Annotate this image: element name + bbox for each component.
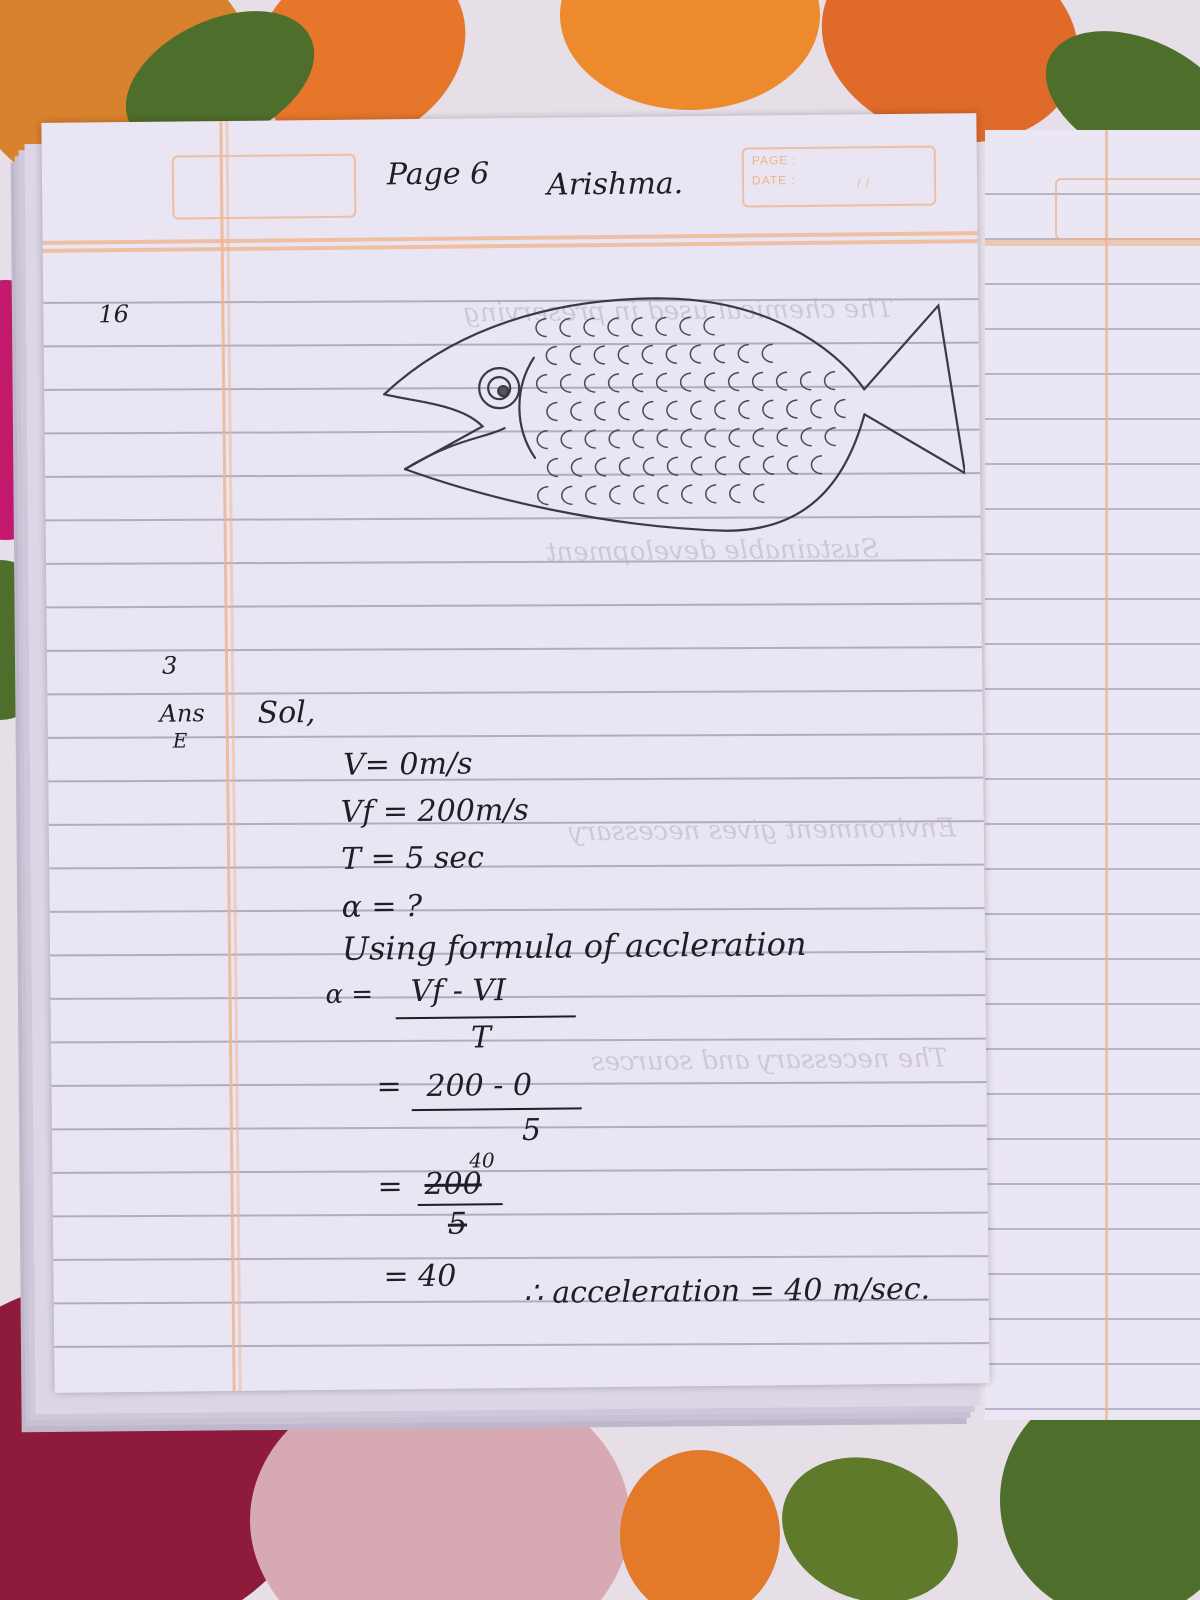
formula-intro: Using formula of accleration [341, 924, 807, 968]
page-label: PAGE : [751, 153, 798, 168]
given-time: T = 5 sec [340, 840, 485, 877]
step1-denominator: 5 [521, 1112, 542, 1148]
step2-cancel-top: 40 [469, 1148, 495, 1173]
step1-equals: = [376, 1069, 402, 1105]
sub-label: E [172, 728, 188, 753]
step2-numerator: 200 [424, 1166, 482, 1202]
date-label: DATE : [751, 173, 796, 188]
header-box-left [172, 154, 357, 220]
step1-numerator: 200 - 0 [426, 1067, 533, 1104]
ans-label: Ans [159, 699, 205, 728]
solution-label: Sol, [257, 695, 316, 731]
notebook-page: PAGE : DATE : / / The chemical used in preserving Sustainable development Environment gives necessary The necessary and sources Page 6 Arishma. 16 3 Ans E Sol, V= 0m/s Vf = 200m/s T = 5 sec α = ? Using formula of accleration α = Vf - VI T = 200 - 0 5 40 = 200 5 = 40 ∴ acceleration = 40 m/sec. [41, 113, 989, 1393]
question-number-16: 16 [98, 300, 130, 329]
conclusion: ∴ acceleration = 40 m/sec. [523, 1271, 931, 1311]
given-final-velocity: Vf = 200m/s [340, 792, 529, 830]
formula-numerator: Vf - VI [410, 973, 507, 1010]
formula-denominator: T [470, 1020, 492, 1056]
step2-equals: = [377, 1169, 403, 1205]
fish-drawing [363, 283, 966, 579]
given-acceleration: α = ? [341, 888, 423, 925]
question-number-3: 3 [161, 651, 178, 680]
student-name: Arishma. [546, 166, 684, 203]
facing-page [985, 130, 1200, 1420]
given-initial-velocity: V= 0m/s [342, 746, 473, 783]
result: = 40 [383, 1258, 457, 1295]
step2-denominator: 5 [447, 1206, 468, 1242]
page-title: Page 6 [386, 156, 490, 193]
date-slashes: / / [856, 176, 871, 191]
formula-lhs: α = [325, 979, 374, 1011]
